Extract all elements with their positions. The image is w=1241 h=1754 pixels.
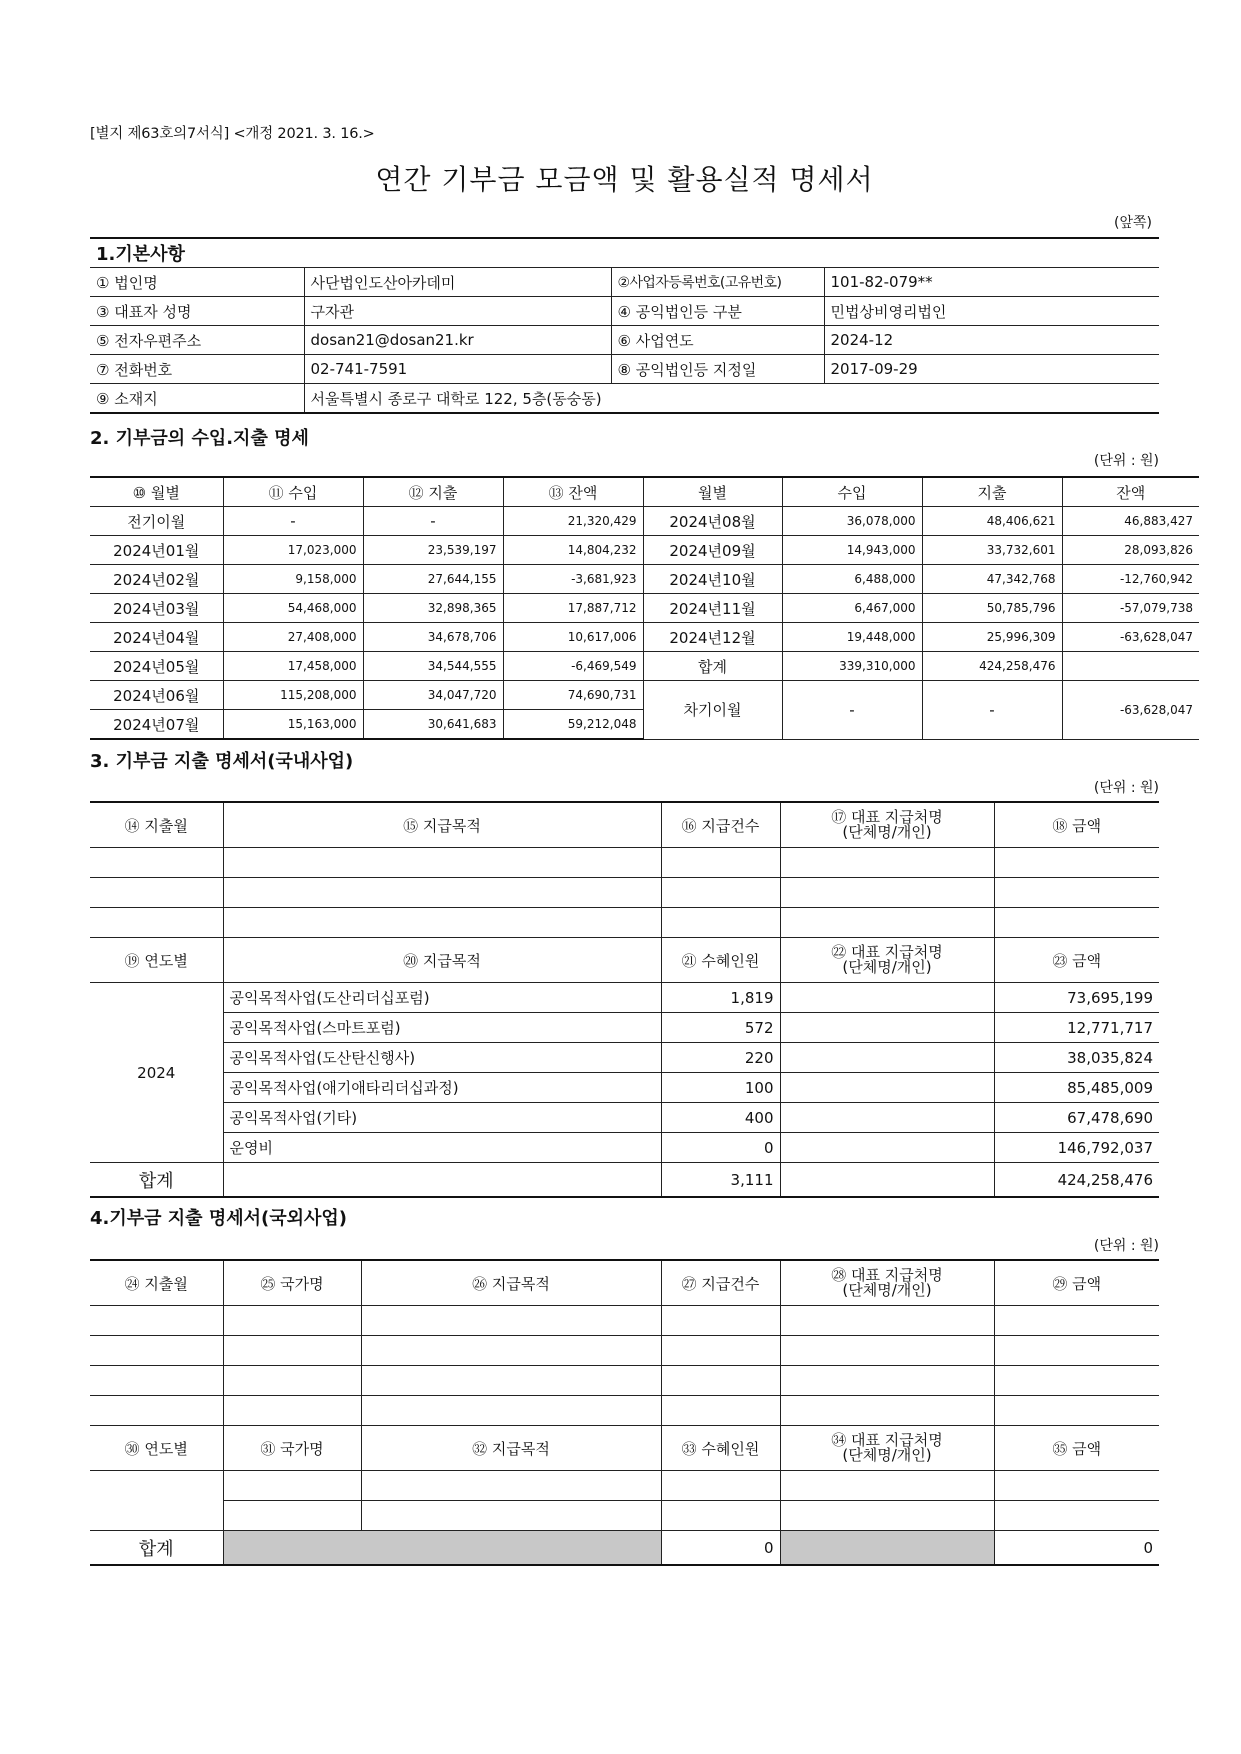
income-cell: 9,158,000 — [223, 565, 363, 594]
header-recipient-line1: ㉘ 대표 지급처명 — [831, 1266, 943, 1284]
table-row — [90, 297, 1159, 326]
header-recipient-line1: ㉒ 대표 지급처명 — [831, 943, 943, 961]
value-fiscal-year: 2024-12 — [824, 326, 1159, 355]
total-recipient-cell — [780, 1163, 994, 1198]
month-cell: 2024년02월 — [90, 565, 223, 594]
income-cell: 15,163,000 — [223, 710, 363, 740]
table-row — [90, 1103, 1159, 1133]
total-row — [90, 1531, 1159, 1566]
empty-row — [90, 1501, 1159, 1531]
table-row — [90, 507, 1199, 536]
expense-cell: 30,641,683 — [363, 710, 503, 740]
recipient-cell — [780, 1133, 994, 1163]
amount-cell: 38,035,824 — [994, 1043, 1159, 1073]
table-row — [90, 623, 1199, 652]
value-email: dosan21@dosan21.kr — [304, 326, 611, 355]
table-row — [90, 536, 1199, 565]
page-side-note: (앞쪽) — [1114, 215, 1152, 231]
unit-label: (단위 : 원) — [1093, 453, 1159, 469]
header-purpose: ⑳ 지급목적 — [223, 938, 661, 983]
table-header-row — [90, 477, 1199, 507]
expense-cell: 47,342,768 — [922, 565, 1062, 594]
beneficiaries-cell: 0 — [661, 1133, 780, 1163]
expense-cell: - — [363, 507, 503, 536]
beneficiaries-cell: 220 — [661, 1043, 780, 1073]
table-header-row — [90, 1426, 1159, 1471]
income-cell: - — [223, 507, 363, 536]
balance-cell: 59,212,048 — [503, 710, 643, 740]
month-cell: 2024년05월 — [90, 652, 223, 681]
table-row — [90, 565, 1199, 594]
header-purpose: ⑮ 지급목적 — [223, 802, 661, 848]
carry-forward-label: 차기이월 — [643, 681, 782, 740]
total-label: 합계 — [90, 1163, 223, 1198]
header-month: ⑩ 월별 — [90, 477, 223, 507]
header-count: ㉗ 지급건수 — [661, 1260, 780, 1306]
total-amount: 0 — [994, 1531, 1159, 1566]
income-cell: 14,943,000 — [782, 536, 922, 565]
expense-cell: 48,406,621 — [922, 507, 1062, 536]
balance-cell: 21,320,429 — [503, 507, 643, 536]
table-row — [90, 326, 1159, 355]
table-header-row — [90, 802, 1159, 848]
recipient-cell — [780, 1043, 994, 1073]
carry-forward-balance: -63,628,047 — [1062, 681, 1199, 740]
balance-cell: 74,690,731 — [503, 681, 643, 710]
amount-cell: 67,478,690 — [994, 1103, 1159, 1133]
header-beneficiaries: ㉑ 수혜인원 — [661, 938, 780, 983]
table-row — [90, 594, 1199, 623]
table-row — [90, 268, 1159, 297]
header-recipient-line1: ⑰ 대표 지급처명 — [831, 808, 943, 826]
table-row — [90, 681, 1199, 710]
balance-cell: 14,804,232 — [503, 536, 643, 565]
table-header-row — [90, 938, 1159, 983]
carry-forward-income: - — [782, 681, 922, 740]
balance-cell: -3,681,923 — [503, 565, 643, 594]
shaded-cell — [780, 1531, 994, 1566]
header-count: ⑯ 지급건수 — [661, 802, 780, 848]
label-fiscal-year: ⑥ 사업연도 — [611, 326, 824, 355]
header-expense: ⑫ 지출 — [363, 477, 503, 507]
value-representative: 구자관 — [304, 297, 611, 326]
table-row — [90, 355, 1159, 384]
carry-forward-expense: - — [922, 681, 1062, 740]
label-email: ⑤ 전자우편주소 — [90, 326, 304, 355]
header-beneficiaries: ㉝ 수혜인원 — [661, 1426, 780, 1471]
income-cell: 17,023,000 — [223, 536, 363, 565]
income-cell: 6,467,000 — [782, 594, 922, 623]
basic-info-table — [90, 237, 1159, 414]
header-recipient-line2: (단체명/개인) — [842, 823, 932, 841]
expense-cell: 27,644,155 — [363, 565, 503, 594]
header-recipient-line2: (단체명/개인) — [842, 958, 932, 976]
amount-cell: 146,792,037 — [994, 1133, 1159, 1163]
beneficiaries-cell: 400 — [661, 1103, 780, 1133]
header-year: ㉚ 연도별 — [90, 1426, 223, 1471]
header-income-2: 수입 — [782, 477, 922, 507]
document-title: 연간 기부금 모금액 및 활용실적 명세서 — [375, 163, 874, 196]
month-cell: 2024년07월 — [90, 710, 223, 740]
income-expense-table — [90, 476, 1199, 740]
month-cell: 전기이월 — [90, 507, 223, 536]
header-expense-month: ⑭ 지출월 — [90, 802, 223, 848]
value-corp-name: 사단법인도산아카데미 — [304, 268, 611, 297]
value-designation-date: 2017-09-29 — [824, 355, 1159, 384]
month-cell: 2024년08월 — [643, 507, 782, 536]
balance-cell: -6,469,549 — [503, 652, 643, 681]
section-title-income: 2. 기부금의 수입.지출 명세 — [90, 428, 309, 449]
value-address: 서울특별시 종로구 대학로 122, 5층(동숭동) — [304, 384, 1159, 414]
month-cell: 2024년12월 — [643, 623, 782, 652]
expense-cell: 25,996,309 — [922, 623, 1062, 652]
domestic-expense-table — [90, 801, 1159, 1198]
expense-cell: 34,678,706 — [363, 623, 503, 652]
balance-cell: 17,887,712 — [503, 594, 643, 623]
amount-cell: 73,695,199 — [994, 983, 1159, 1013]
total-row — [90, 1163, 1159, 1198]
section-title-domestic: 3. 기부금 지출 명세서(국내사업) — [90, 751, 354, 772]
shaded-cell — [223, 1531, 661, 1566]
header-income: ⑪ 수입 — [223, 477, 363, 507]
empty-row — [90, 878, 1159, 908]
balance-cell: 46,883,427 — [1062, 507, 1199, 536]
recipient-cell — [780, 1013, 994, 1043]
table-row — [90, 983, 1159, 1013]
label-address: ⑨ 소재지 — [90, 384, 304, 414]
month-cell: 2024년11월 — [643, 594, 782, 623]
header-country: ㉕ 국가명 — [223, 1260, 361, 1306]
header-balance-2: 잔액 — [1062, 477, 1199, 507]
header-amount: ㉟ 금액 — [994, 1426, 1159, 1471]
header-recipient — [780, 938, 994, 983]
total-amount: 424,258,476 — [994, 1163, 1159, 1198]
label-corp-name: ① 법인명 — [90, 268, 304, 297]
balance-cell: -57,079,738 — [1062, 594, 1199, 623]
label-designation-date: ⑧ 공익법인등 지정일 — [611, 355, 824, 384]
purpose-cell: 공익목적사업(스마트포럼) — [223, 1013, 661, 1043]
empty-row — [90, 1366, 1159, 1396]
income-cell: 17,458,000 — [223, 652, 363, 681]
month-cell: 2024년04월 — [90, 623, 223, 652]
empty-row — [90, 1306, 1159, 1336]
recipient-cell — [780, 1073, 994, 1103]
header-amount: ⑱ 금액 — [994, 802, 1159, 848]
header-purpose: ㉖ 지급목적 — [361, 1260, 661, 1306]
form-number: [별지 제63호의7서식] <개정 2021. 3. 16.> — [90, 126, 375, 142]
expense-cell: 23,539,197 — [363, 536, 503, 565]
value-phone: 02-741-7591 — [304, 355, 611, 384]
income-cell: 54,468,000 — [223, 594, 363, 623]
header-recipient-line2: (단체명/개인) — [842, 1281, 932, 1299]
month-cell: 2024년06월 — [90, 681, 223, 710]
income-cell: 115,208,000 — [223, 681, 363, 710]
unit-label: (단위 : 원) — [1093, 1238, 1159, 1254]
header-recipient-line1: ㉞ 대표 지급처명 — [831, 1431, 943, 1449]
total-income: 339,310,000 — [782, 652, 922, 681]
purpose-cell: 공익목적사업(애기애타리더십과정) — [223, 1073, 661, 1103]
section-title-basic: 1.기본사항 — [90, 238, 1159, 268]
beneficiaries-cell: 100 — [661, 1073, 780, 1103]
purpose-cell: 운영비 — [223, 1133, 661, 1163]
total-label: 합계 — [90, 1531, 223, 1566]
month-cell: 2024년03월 — [90, 594, 223, 623]
month-cell: 2024년10월 — [643, 565, 782, 594]
empty-row — [90, 1471, 1159, 1501]
header-country: ㉛ 국가명 — [223, 1426, 361, 1471]
label-biz-no: ②사업자등록번호(고유번호) — [611, 268, 824, 297]
balance-cell: 10,617,006 — [503, 623, 643, 652]
total-purpose-cell — [223, 1163, 661, 1198]
total-balance — [1062, 652, 1199, 681]
beneficiaries-cell: 1,819 — [661, 983, 780, 1013]
expense-cell: 34,544,555 — [363, 652, 503, 681]
header-amount: ㉙ 금액 — [994, 1260, 1159, 1306]
expense-cell: 50,785,796 — [922, 594, 1062, 623]
unit-label: (단위 : 원) — [1093, 780, 1159, 796]
overseas-expense-table — [90, 1259, 1159, 1566]
empty-row — [90, 1396, 1159, 1426]
value-biz-no: 101-82-079** — [824, 268, 1159, 297]
total-label: 합계 — [643, 652, 782, 681]
label-phone: ⑦ 전화번호 — [90, 355, 304, 384]
balance-cell: -63,628,047 — [1062, 623, 1199, 652]
income-cell: 19,448,000 — [782, 623, 922, 652]
balance-cell: 28,093,826 — [1062, 536, 1199, 565]
table-row — [90, 1133, 1159, 1163]
header-expense-month: ㉔ 지출월 — [90, 1260, 223, 1306]
purpose-cell: 공익목적사업(기타) — [223, 1103, 661, 1133]
expense-cell: 34,047,720 — [363, 681, 503, 710]
header-amount: ㉓ 금액 — [994, 938, 1159, 983]
header-month-2: 월별 — [643, 477, 782, 507]
header-recipient — [780, 1260, 994, 1306]
amount-cell: 85,485,009 — [994, 1073, 1159, 1103]
beneficiaries-cell: 572 — [661, 1013, 780, 1043]
month-cell: 2024년01월 — [90, 536, 223, 565]
total-expense: 424,258,476 — [922, 652, 1062, 681]
balance-cell: -12,760,942 — [1062, 565, 1199, 594]
recipient-cell — [780, 1103, 994, 1133]
table-row — [90, 652, 1199, 681]
purpose-cell: 공익목적사업(도산리더십포럼) — [223, 983, 661, 1013]
total-beneficiaries: 3,111 — [661, 1163, 780, 1198]
label-corp-type: ④ 공익법인등 구분 — [611, 297, 824, 326]
empty-row — [90, 1336, 1159, 1366]
section-title-overseas: 4.기부금 지출 명세서(국외사업) — [90, 1208, 348, 1229]
year-cell — [90, 1471, 223, 1531]
recipient-cell — [780, 983, 994, 1013]
header-recipient-line2: (단체명/개인) — [842, 1446, 932, 1464]
table-row — [90, 384, 1159, 414]
table-row — [90, 1043, 1159, 1073]
income-cell: 36,078,000 — [782, 507, 922, 536]
header-purpose: ㉜ 지급목적 — [361, 1426, 661, 1471]
table-header-row — [90, 1260, 1159, 1306]
label-representative: ③ 대표자 성명 — [90, 297, 304, 326]
header-recipient — [780, 1426, 994, 1471]
header-balance: ⑬ 잔액 — [503, 477, 643, 507]
header-year: ⑲ 연도별 — [90, 938, 223, 983]
table-row — [90, 1013, 1159, 1043]
header-recipient — [780, 802, 994, 848]
table-row — [90, 1073, 1159, 1103]
income-cell: 27,408,000 — [223, 623, 363, 652]
header-expense-2: 지출 — [922, 477, 1062, 507]
value-corp-type: 민법상비영리법인 — [824, 297, 1159, 326]
expense-cell: 32,898,365 — [363, 594, 503, 623]
year-cell: 2024 — [90, 983, 223, 1163]
empty-row — [90, 848, 1159, 878]
expense-cell: 33,732,601 — [922, 536, 1062, 565]
month-cell: 2024년09월 — [643, 536, 782, 565]
empty-row — [90, 908, 1159, 938]
purpose-cell: 공익목적사업(도산탄신행사) — [223, 1043, 661, 1073]
total-beneficiaries: 0 — [661, 1531, 780, 1566]
income-cell: 6,488,000 — [782, 565, 922, 594]
amount-cell: 12,771,717 — [994, 1013, 1159, 1043]
